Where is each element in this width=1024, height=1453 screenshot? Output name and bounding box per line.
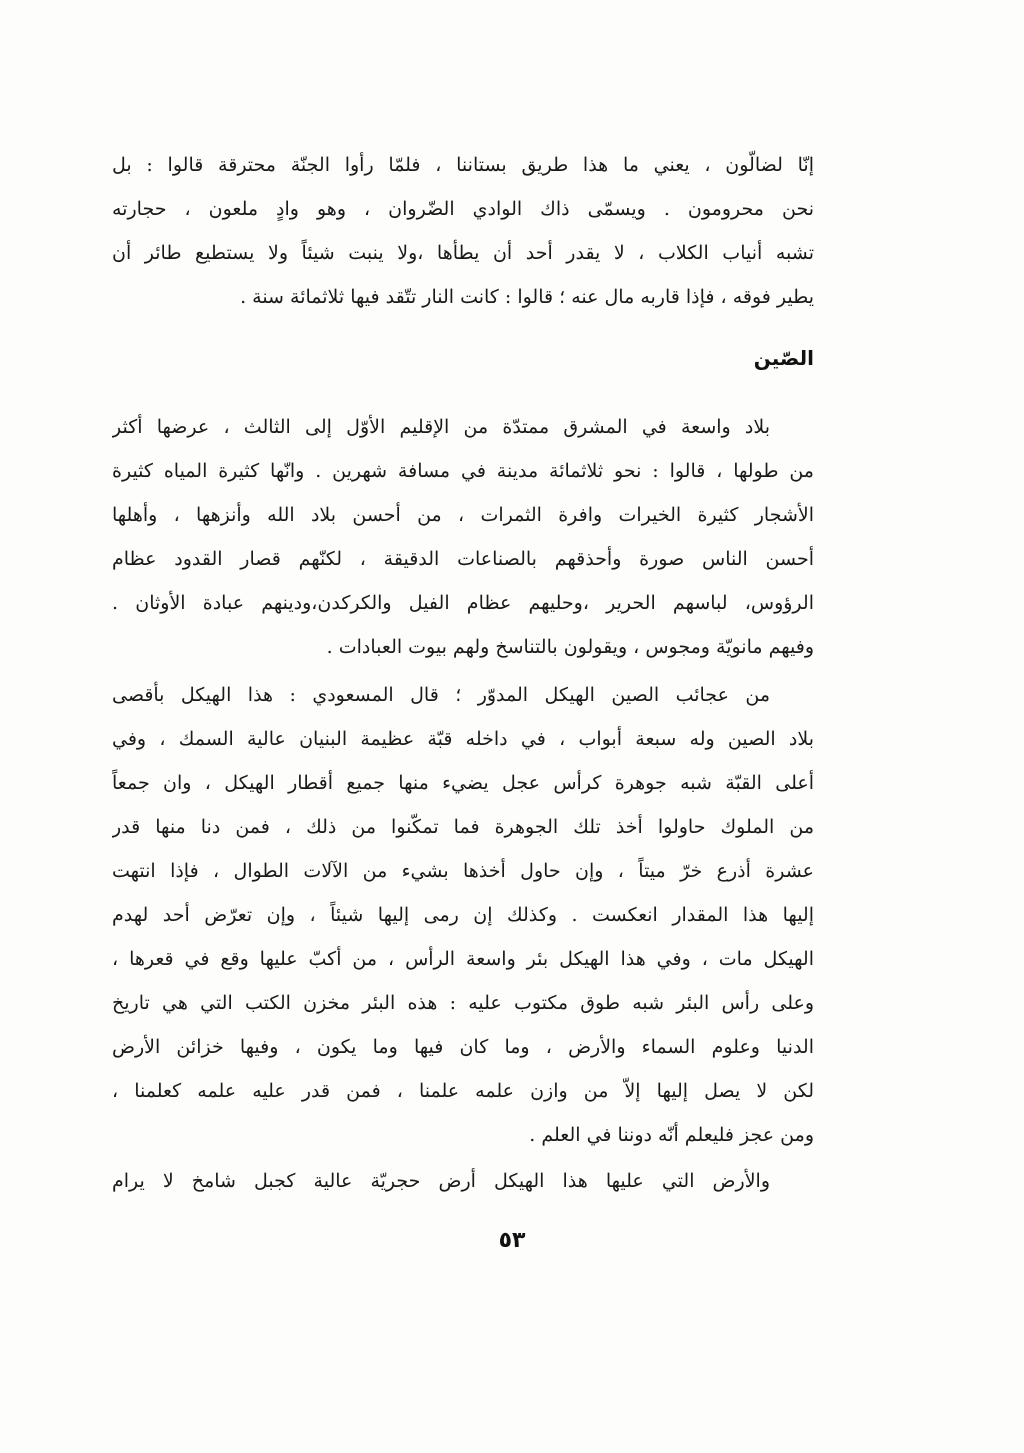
- text-line: الدنيا وعلوم السماء والأرض ، وما كان فيها وما يكون ، وفيها خزائن الأرض: [112, 1036, 814, 1058]
- text-line: بلاد الصين وله سبعة أبواب ، في داخله قبّة عظيمة البنيان عالية السمك ، وفي: [112, 728, 814, 750]
- text-line: من عجائب الصين الهيكل المدوّر ؛ قال المسعودي : هذا الهيكل بأقصى: [112, 684, 770, 706]
- text-line: أحسن الناس صورة وأحذقهم بالصناعات الدقيقة ، لكنّهم قصار القدود عظام: [112, 548, 814, 570]
- text-line: إليها هذا المقدار انعكست . وكذلك إن رمى إليها شيئاً ، وإن تعرّض أحد لهدم: [112, 904, 814, 926]
- text-line: عشرة أذرع خرّ ميتاً ، وإن حاول أخذها بشيء من الآلات الطوال ، فإذا انتهت: [112, 860, 814, 882]
- text-line: من الملوك حاولوا أخذ تلك الجوهرة فما تمكّنوا من ذلك ، فمن دنا منها قدر: [112, 816, 814, 838]
- text-line: الهيكل مات ، وفي هذا الهيكل بئر واسعة الرأس ، من أكبّ عليها وقع في قعرها ،: [112, 948, 814, 970]
- text-line: من طولها ، قالوا : نحو ثلاثمائة مدينة في مسافة شهرين . وانّها كثيرة المياه كثيرة: [112, 460, 814, 482]
- paragraph-round-temple: [112, 673, 814, 1157]
- text-line: يطير فوقه ، فإذا قاربه مال عنه ؛ قالوا : كانت النار تتّقد فيها ثلاثمائة سنة .: [240, 286, 814, 308]
- section-heading: الصّين: [753, 346, 814, 370]
- page-number: ٥٣: [498, 1228, 526, 1253]
- paragraph-temple-ground: [112, 1159, 814, 1203]
- text-line: أعلى القبّة شبه جوهرة كرأس عجل يضيء منها جميع أقطار الهيكل ، وان جمعاً: [112, 772, 814, 794]
- text-line: ومن عجز فليعلم أنّه دوننا في العلم .: [529, 1124, 814, 1146]
- text-line: إنّا لضالّون ، يعني ما هذا طريق بستاننا ، فلمّا رأوا الجنّة محترقة قالوا : بل: [112, 154, 814, 176]
- text-line: والأرض التي عليها هذا الهيكل أرض حجريّة عالية كجبل شامخ لا يرام: [112, 1170, 770, 1192]
- text-line: تشبه أنياب الكلاب ، لا يقدر أحد أن يطأها ،ولا ينبت شيئاً ولا يستطيع طائر أن: [112, 242, 814, 264]
- text-line: وعلى رأس البئر شبه طوق مكتوب عليه : هذه البئر مخزن الكتب التي هي تاريخ: [112, 992, 814, 1014]
- paragraph-dry-valley: [112, 143, 814, 319]
- text-line: وفيهم مانويّة ومجوس ، ويقولون بالتناسخ ولهم بيوت العبادات .: [326, 636, 814, 658]
- text-line: الأشجار كثيرة الخيرات وافرة الثمرات ، من أحسن بلاد الله وأنزهها ، وأهلها: [112, 504, 814, 526]
- text-line: بلاد واسعة في المشرق ممتدّة من الإقليم الأوّل إلى الثالث ، عرضها أكثر: [112, 416, 770, 438]
- text-line: الرؤوس، لباسهم الحرير ،وحليهم عظام الفيل والكركدن،ودينهم عبادة الأوثان .: [112, 592, 814, 614]
- paragraph-china-description: [112, 405, 814, 669]
- text-line: نحن محرومون . ويسمّى ذاك الوادي الضّروان ، وهو وادٍ ملعون ، حجارته: [112, 198, 814, 220]
- text-line: لكن لا يصل إليها إلاّ من وازن علمه علمنا ، فمن قدر عليه علمه كعلمنا ،: [112, 1080, 814, 1102]
